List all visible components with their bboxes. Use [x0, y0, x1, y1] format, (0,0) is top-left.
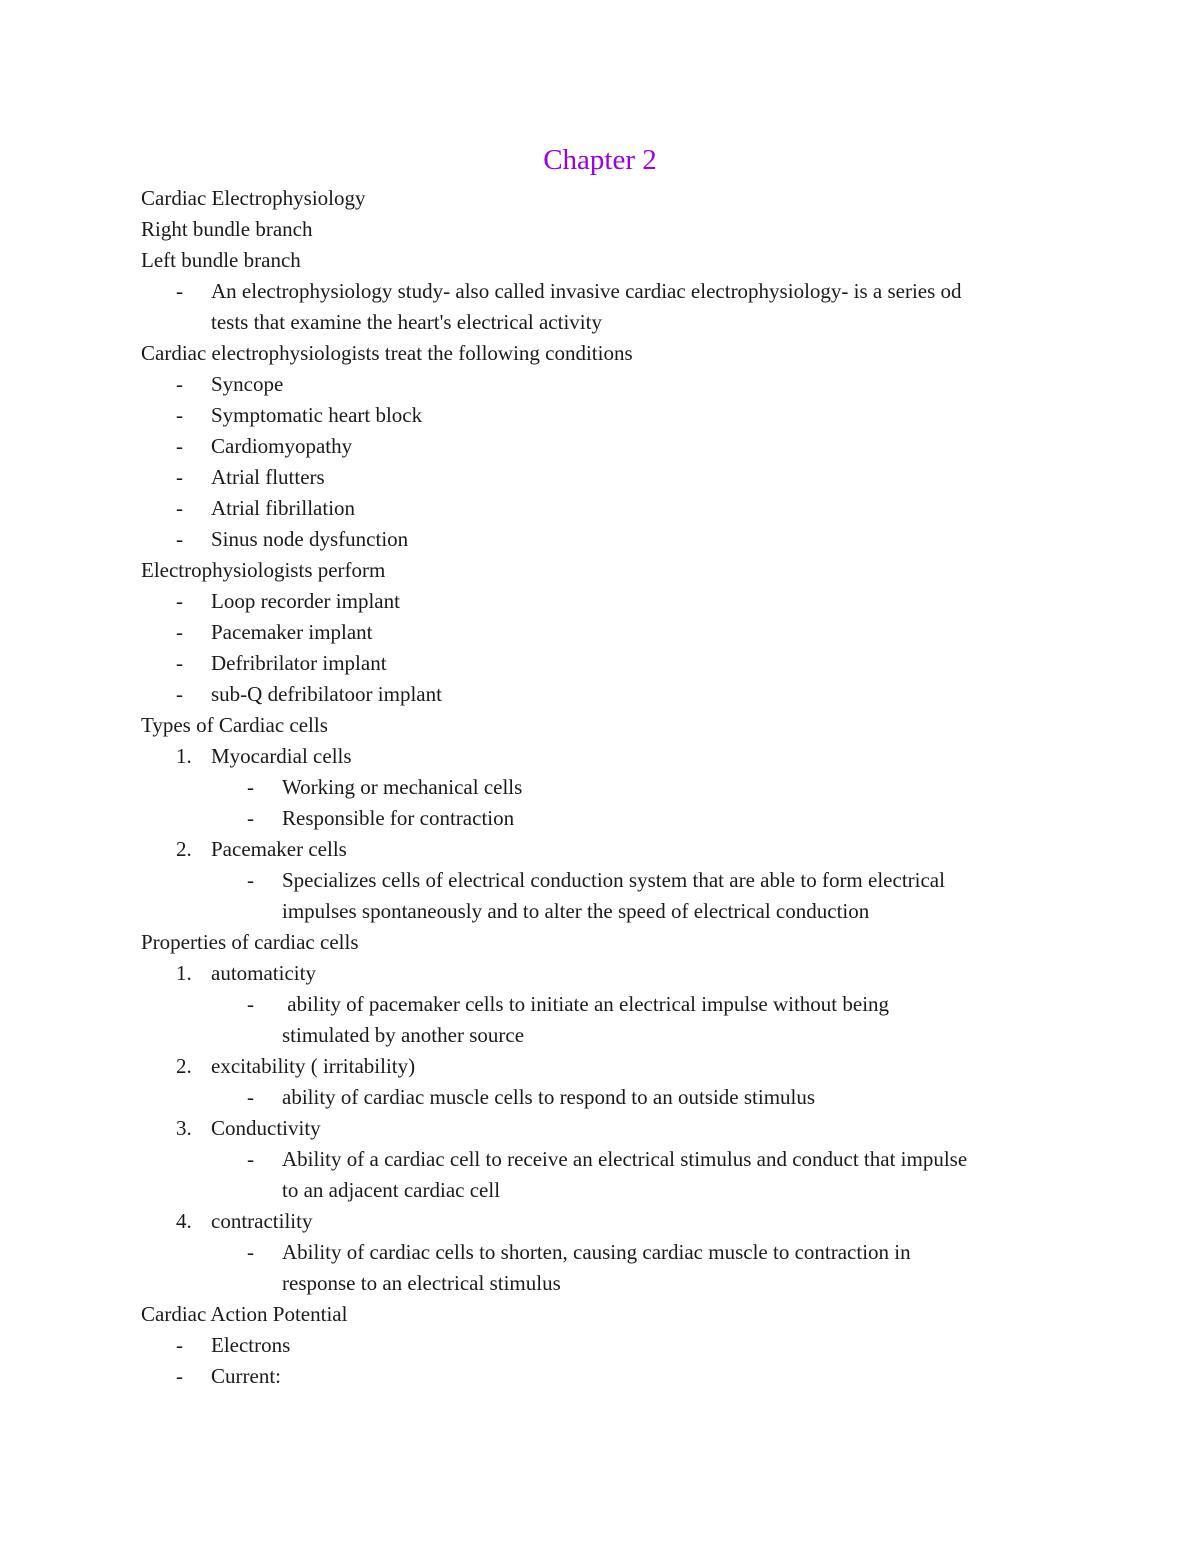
list-item: [141, 679, 1061, 710]
list-number: 3.: [176, 1116, 192, 1140]
list-number: 2.: [176, 1054, 192, 1078]
line-text: Syncope: [211, 372, 284, 396]
line-text: Loop recorder implant: [211, 589, 400, 613]
list-item: [141, 400, 1061, 431]
bullet-dash: -: [176, 651, 183, 675]
line-text: response to an electrical stimulus: [282, 1271, 561, 1295]
list-item: [141, 1330, 1061, 1361]
line-text: ability of pacemaker cells to initiate an electrical impulse without being: [282, 992, 890, 1016]
bullet-dash: -: [247, 992, 254, 1016]
line-text: Myocardial cells: [211, 744, 352, 768]
document-line-continuation: [141, 1020, 1061, 1051]
bullet-dash: -: [176, 434, 183, 458]
line-text: An electrophysiology study- also called invasive cardiac electrophysiology- is a series od: [211, 279, 962, 303]
document-line-continuation: [141, 1175, 1061, 1206]
document-line-continuation: [141, 1268, 1061, 1299]
list-number: 2.: [176, 837, 192, 861]
list-item: [141, 369, 1061, 400]
bullet-dash: -: [176, 279, 183, 303]
line-text: to an adjacent cardiac cell: [282, 1178, 501, 1202]
list-item: [141, 1361, 1061, 1392]
list-item: [141, 493, 1061, 524]
list-item: [141, 462, 1061, 493]
bullet-dash: -: [176, 527, 183, 551]
line-text: Atrial flutters: [211, 465, 325, 489]
line-text: Current:: [211, 1364, 281, 1388]
bullet-dash: -: [176, 620, 183, 644]
list-number: 1.: [176, 961, 192, 985]
document-line-continuation: [141, 307, 1061, 338]
document-body: [141, 140, 1061, 1392]
line-text: Atrial fibrillation: [211, 496, 356, 520]
line-text: Symptomatic heart block: [211, 403, 423, 427]
line-text: Cardiomyopathy: [211, 434, 353, 458]
list-item: [141, 1051, 1061, 1082]
bullet-dash: -: [247, 868, 254, 892]
line-text: impulses spontaneously and to alter the speed of electrical conduction: [282, 899, 870, 923]
line-text: Electrons: [211, 1333, 291, 1357]
list-item: [141, 524, 1061, 555]
list-item: [141, 865, 1061, 896]
list-item: [141, 989, 1061, 1020]
line-text: tests that examine the heart's electrical activity: [211, 310, 602, 334]
list-item: [141, 834, 1061, 865]
line-text: Left bundle branch: [141, 248, 301, 272]
line-text: Ability of a cardiac cell to receive an electrical stimulus and conduct that impulse: [282, 1147, 968, 1171]
bullet-dash: -: [176, 682, 183, 706]
section-heading-line: [141, 927, 1061, 958]
list-item: [141, 1144, 1061, 1175]
list-item: [141, 617, 1061, 648]
bullet-dash: -: [247, 806, 254, 830]
section-heading-line: [141, 555, 1061, 586]
line-text: Conductivity: [211, 1116, 321, 1140]
line-text: Pacemaker implant: [211, 620, 373, 644]
list-item: [141, 586, 1061, 617]
list-item: [141, 1082, 1061, 1113]
list-number: 1.: [176, 744, 192, 768]
line-text: excitability ( irritability): [211, 1054, 416, 1078]
line-text: Ability of cardiac cells to shorten, causing cardiac muscle to contraction in: [282, 1240, 911, 1264]
line-text: Responsible for contraction: [282, 806, 515, 830]
list-item: [141, 648, 1061, 679]
line-text: Cardiac Electrophysiology: [141, 186, 366, 210]
line-text: Properties of cardiac cells: [141, 930, 359, 954]
line-text: Working or mechanical cells: [282, 775, 523, 799]
section-heading-line: [141, 1299, 1061, 1330]
section-heading-line: [141, 710, 1061, 741]
list-item: [141, 1113, 1061, 1144]
bullet-dash: -: [176, 496, 183, 520]
document-line-continuation: [141, 896, 1061, 927]
line-text: Sinus node dysfunction: [211, 527, 409, 551]
list-number: 4.: [176, 1209, 192, 1233]
list-item: [141, 276, 1061, 307]
list-item: [141, 958, 1061, 989]
line-text: Right bundle branch: [141, 217, 313, 241]
document-lines: [141, 183, 1061, 1392]
list-item: [141, 431, 1061, 462]
bullet-dash: -: [247, 1240, 254, 1264]
bullet-dash: -: [247, 1147, 254, 1171]
bullet-dash: -: [176, 403, 183, 427]
line-text: sub-Q defribilatoor implant: [211, 682, 442, 706]
line-text: Specializes cells of electrical conduction system that are able to form electrical: [282, 868, 945, 892]
section-heading-line: [141, 338, 1061, 369]
line-text: Pacemaker cells: [211, 837, 347, 861]
line-text: automaticity: [211, 961, 316, 985]
bullet-dash: -: [176, 372, 183, 396]
list-item: [141, 772, 1061, 803]
line-text: Cardiac Action Potential: [141, 1302, 348, 1326]
section-heading-line: [141, 214, 1061, 245]
bullet-dash: -: [176, 1333, 183, 1357]
list-item: [141, 741, 1061, 772]
line-text: Types of Cardiac cells: [141, 713, 328, 737]
list-item: [141, 1206, 1061, 1237]
bullet-dash: -: [247, 1085, 254, 1109]
line-text: Electrophysiologists perform: [141, 558, 386, 582]
list-item: [141, 1237, 1061, 1268]
line-text: Cardiac electrophysiologists treat the following conditions: [141, 341, 633, 365]
line-text: ability of cardiac muscle cells to respond to an outside stimulus: [282, 1085, 816, 1109]
chapter-title: Chapter 2: [543, 144, 657, 176]
list-item: [141, 803, 1061, 834]
bullet-dash: -: [176, 1364, 183, 1388]
line-text: stimulated by another source: [282, 1023, 525, 1047]
line-text: contractility: [211, 1209, 313, 1233]
bullet-dash: -: [247, 775, 254, 799]
line-text: Defribrilator implant: [211, 651, 387, 675]
bullet-dash: -: [176, 465, 183, 489]
bullet-dash: -: [176, 589, 183, 613]
section-heading-line: [141, 245, 1061, 276]
section-heading-line: [141, 183, 1061, 214]
